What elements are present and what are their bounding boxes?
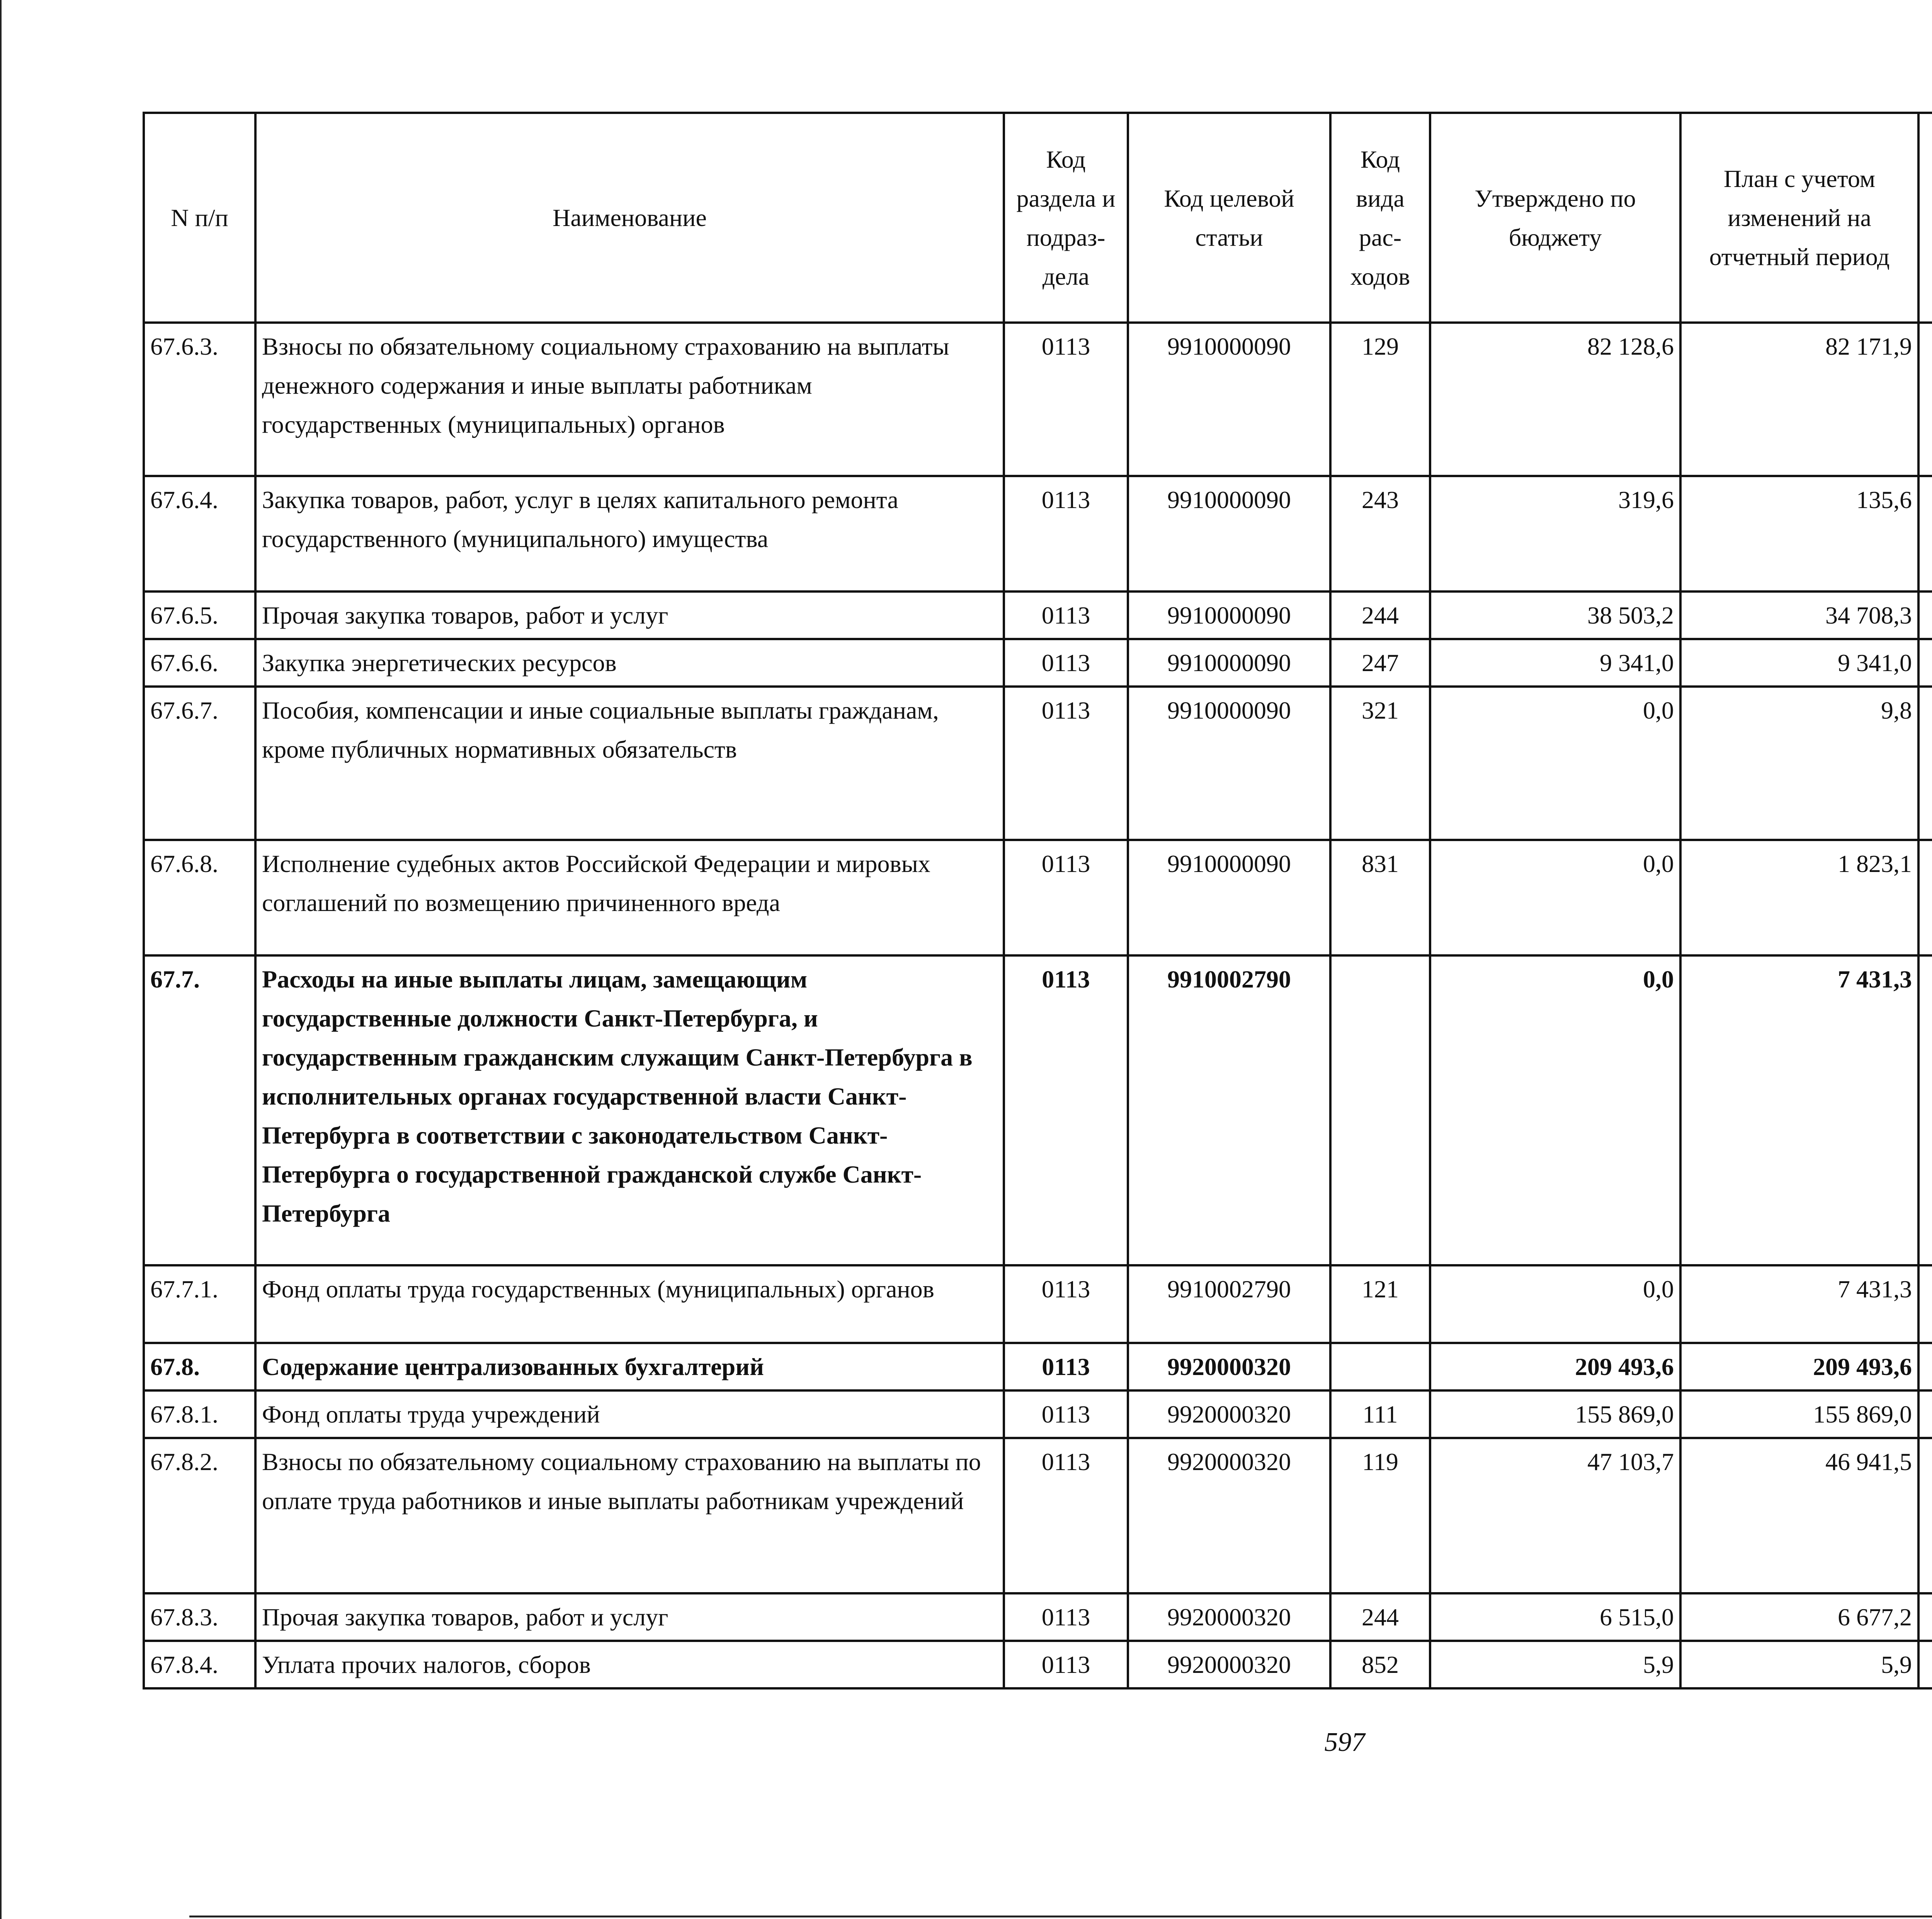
cell-num: 67.8. <box>144 1343 255 1390</box>
cell-num: 67.7.1. <box>144 1265 255 1343</box>
cell-executed <box>1918 592 1932 639</box>
cell-num: 67.8.2. <box>144 1438 255 1593</box>
cell-num: 67.6.8. <box>144 840 255 955</box>
cell-approved: 9 341,0 <box>1430 639 1680 687</box>
cell-executed <box>1918 1641 1932 1688</box>
cell-target-code: 9920000320 <box>1128 1390 1330 1438</box>
header-executed <box>1918 113 1932 323</box>
header-plan: План с учетом изменений на отчетный период <box>1680 113 1918 323</box>
cell-num: 67.7. <box>144 955 255 1265</box>
cell-name: Взносы по обязательному социальному страхованию на выплаты денежного содержания и иные выплаты работникам государственных (муниципальных) органов <box>255 323 1004 476</box>
cell-section-code: 0113 <box>1004 1390 1128 1438</box>
cell-section-code: 0113 <box>1004 592 1128 639</box>
cell-approved: 155 869,0 <box>1430 1390 1680 1438</box>
cell-section-code: 0113 <box>1004 1265 1128 1343</box>
cell-plan: 9,8 <box>1680 687 1918 840</box>
cell-approved: 0,0 <box>1430 687 1680 840</box>
cell-plan: 9 341,0 <box>1680 639 1918 687</box>
cell-approved: 82 128,6 <box>1430 323 1680 476</box>
cell-expense-type-code: 244 <box>1330 592 1430 639</box>
cell-approved: 38 503,2 <box>1430 592 1680 639</box>
cell-section-code: 0113 <box>1004 323 1128 476</box>
table-row <box>144 592 1932 639</box>
cell-approved: 0,0 <box>1430 1265 1680 1343</box>
cell-section-code: 0113 <box>1004 687 1128 840</box>
cell-approved: 319,6 <box>1430 476 1680 592</box>
cell-plan: 5,9 <box>1680 1641 1918 1688</box>
cell-name: Пособия, компенсации и иные социальные выплаты гражданам, кроме публичных нормативных обязательств <box>255 687 1004 840</box>
cell-section-code: 0113 <box>1004 639 1128 687</box>
cell-section-code: 0113 <box>1004 1343 1128 1390</box>
cell-target-code: 9910000090 <box>1128 476 1330 592</box>
cell-executed <box>1918 323 1932 476</box>
cell-name: Взносы по обязательному социальному страхованию на выплаты по оплате труда работников и иные выплаты работникам учреждений <box>255 1438 1004 1593</box>
cell-target-code: 9920000320 <box>1128 1343 1330 1390</box>
cell-plan: 46 941,5 <box>1680 1438 1918 1593</box>
cell-num: 67.6.7. <box>144 687 255 840</box>
cell-expense-type-code: 321 <box>1330 687 1430 840</box>
cell-expense-type-code: 121 <box>1330 1265 1430 1343</box>
table-row <box>144 639 1932 687</box>
cell-expense-type-code: 129 <box>1330 323 1430 476</box>
cell-plan: 155 869,0 <box>1680 1390 1918 1438</box>
cell-plan: 135,6 <box>1680 476 1918 592</box>
cell-target-code: 9910002790 <box>1128 1265 1330 1343</box>
table-body <box>144 323 1932 1688</box>
cell-num: 67.6.3. <box>144 323 255 476</box>
cell-approved: 5,9 <box>1430 1641 1680 1688</box>
cell-plan: 82 171,9 <box>1680 323 1918 476</box>
cell-section-code: 0113 <box>1004 476 1128 592</box>
cell-name: Закупка товаров, работ, услуг в целях капитального ремонта государственного (муниципального) имущества <box>255 476 1004 592</box>
cell-name: Закупка энергетических ресурсов <box>255 639 1004 687</box>
cell-plan: 6 677,2 <box>1680 1593 1918 1641</box>
cell-expense-type-code: 831 <box>1330 840 1430 955</box>
cell-expense-type-code <box>1330 1343 1430 1390</box>
header-num: N п/п <box>144 113 255 323</box>
cell-plan: 7 431,3 <box>1680 1265 1918 1343</box>
cell-name: Фонд оплаты труда учреждений <box>255 1390 1004 1438</box>
cell-target-code: 9920000320 <box>1128 1593 1330 1641</box>
cell-section-code: 0113 <box>1004 840 1128 955</box>
header-target-code: Код целевой статьи <box>1128 113 1330 323</box>
cell-section-code: 0113 <box>1004 1438 1128 1593</box>
table-row <box>144 1343 1932 1390</box>
cell-section-code: 0113 <box>1004 955 1128 1265</box>
cell-executed <box>1918 1593 1932 1641</box>
table-row <box>144 840 1932 955</box>
cell-expense-type-code: 247 <box>1330 639 1430 687</box>
cell-name: Расходы на иные выплаты лицам, замещающим государственные должности Санкт-Петербурга, и государственным гражданским служащим Санкт-Петербурга в исполнительных органах государственной власти Санкт-Петербурга в соответствии с законодательством Санкт-Петербурга о государственной гражданской службе Санкт-Петербурга <box>255 955 1004 1265</box>
page-number: 597 <box>1324 1727 1365 1757</box>
cell-name: Уплата прочих налогов, сборов <box>255 1641 1004 1688</box>
cell-approved: 47 103,7 <box>1430 1438 1680 1593</box>
header-name: Наименование <box>255 113 1004 323</box>
cell-name: Фонд оплаты труда государственных (муниципальных) органов <box>255 1265 1004 1343</box>
cell-executed <box>1918 1265 1932 1343</box>
cell-section-code: 0113 <box>1004 1641 1128 1688</box>
cell-target-code: 9910000090 <box>1128 323 1330 476</box>
footer-rule <box>189 1916 1932 1917</box>
cell-target-code: 9910000090 <box>1128 687 1330 840</box>
table-row <box>144 476 1932 592</box>
cell-expense-type-code: 852 <box>1330 1641 1430 1688</box>
cell-num: 67.8.3. <box>144 1593 255 1641</box>
table-row <box>144 323 1932 476</box>
cell-num: 67.8.4. <box>144 1641 255 1688</box>
cell-executed <box>1918 1343 1932 1390</box>
cell-target-code: 9920000320 <box>1128 1641 1330 1688</box>
cell-expense-type-code <box>1330 955 1430 1265</box>
cell-plan: 7 431,3 <box>1680 955 1918 1265</box>
cell-name: Прочая закупка товаров, работ и услуг <box>255 1593 1004 1641</box>
cell-executed <box>1918 1390 1932 1438</box>
cell-name: Исполнение судебных актов Российской Федерации и мировых соглашений по возмещению причиненного вреда <box>255 840 1004 955</box>
cell-expense-type-code: 111 <box>1330 1390 1430 1438</box>
cell-executed <box>1918 639 1932 687</box>
cell-approved: 0,0 <box>1430 840 1680 955</box>
header-section-code: Код раздела и подраз-дела <box>1004 113 1128 323</box>
cell-plan: 34 708,3 <box>1680 592 1918 639</box>
table-row <box>144 1390 1932 1438</box>
cell-executed <box>1918 840 1932 955</box>
cell-target-code: 9910000090 <box>1128 639 1330 687</box>
table-row <box>144 1641 1932 1688</box>
cell-approved: 209 493,6 <box>1430 1343 1680 1390</box>
cell-plan: 209 493,6 <box>1680 1343 1918 1390</box>
cell-expense-type-code: 119 <box>1330 1438 1430 1593</box>
cell-target-code: 9910000090 <box>1128 592 1330 639</box>
table-row <box>144 1438 1932 1593</box>
budget-execution-table <box>143 112 1932 1690</box>
cell-executed <box>1918 476 1932 592</box>
cell-section-code: 0113 <box>1004 1593 1128 1641</box>
cell-num: 67.6.4. <box>144 476 255 592</box>
cell-expense-type-code: 244 <box>1330 1593 1430 1641</box>
cell-name: Прочая закупка товаров, работ и услуг <box>255 592 1004 639</box>
table-row <box>144 955 1932 1265</box>
cell-executed <box>1918 687 1932 840</box>
cell-executed <box>1918 1438 1932 1593</box>
header-expense-type-code: Код вида рас-ходов <box>1330 113 1430 323</box>
cell-plan: 1 823,1 <box>1680 840 1918 955</box>
cell-approved: 6 515,0 <box>1430 1593 1680 1641</box>
cell-target-code: 9910000090 <box>1128 840 1330 955</box>
cell-num: 67.8.1. <box>144 1390 255 1438</box>
cell-approved: 0,0 <box>1430 955 1680 1265</box>
cell-num: 67.6.6. <box>144 639 255 687</box>
table-row <box>144 1593 1932 1641</box>
cell-target-code: 9910002790 <box>1128 955 1330 1265</box>
cell-expense-type-code: 243 <box>1330 476 1430 592</box>
cell-name: Содержание централизованных бухгалтерий <box>255 1343 1004 1390</box>
scan-left-edge <box>0 0 2 1919</box>
cell-executed <box>1918 955 1932 1265</box>
table-row <box>144 1265 1932 1343</box>
cell-num: 67.6.5. <box>144 592 255 639</box>
table-row <box>144 687 1932 840</box>
cell-target-code: 9920000320 <box>1128 1438 1330 1593</box>
header-approved: Утверждено по бюджету <box>1430 113 1680 323</box>
